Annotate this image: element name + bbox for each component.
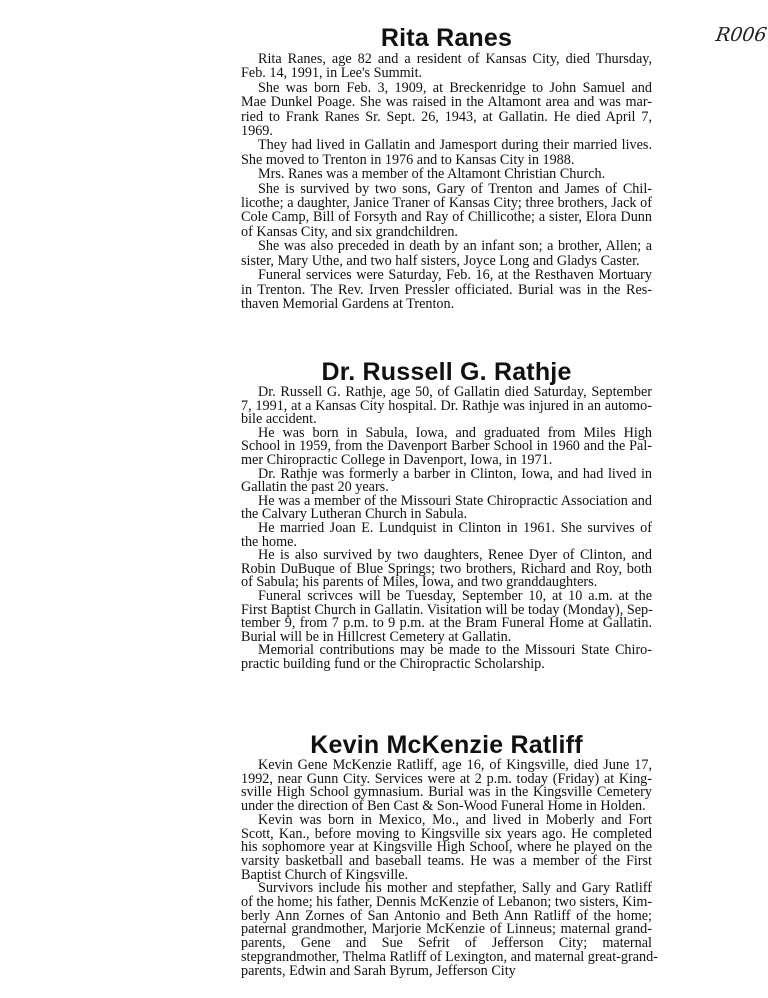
paragraph — [241, 138, 652, 167]
text-line: Dr. Russell G. Rathje, age 50, of Gallatin died Saturday, September — [258, 384, 652, 400]
text-line: Baptist Church of Kingsville. — [241, 866, 409, 883]
obituary-title: Rita Ranes — [380, 24, 513, 52]
text-line: of Sabula; his parents of Miles, Iowa, and two granddaughters. — [241, 574, 598, 591]
text-line: Memorial contributions may be made to the Missouri State Chiro- — [258, 642, 652, 659]
text-line: practic building fund or the Chiropractic Scholarship. — [241, 655, 545, 672]
text-line: the home. — [241, 533, 297, 550]
text-line: thaven Memorial Gardens at Trenton. — [241, 295, 455, 312]
text-line: He is also survived by two daughters, Renee Dyer of Clinton, and — [258, 547, 652, 564]
text-line: Robin DuBuque of Blue Springs; two brothers, Richard and Roy, both — [241, 560, 652, 577]
paragraph — [241, 52, 652, 81]
text-line: his sophomore year at Kingsville High School, where he played on the — [241, 839, 652, 856]
text-line: First Baptist Church in Gallatin. Visitation will be today (Monday), Sep- — [241, 601, 653, 618]
text-line: 1969. — [241, 123, 273, 140]
text-line: in Trenton. The Rev. Irven Pressler officiated. Burial was in the Res- — [241, 281, 652, 298]
text-line: under the direction of Ben Cast & Son-Wood Funeral Home in Holden. — [241, 798, 646, 815]
obituary-russell-rathje — [241, 358, 652, 671]
text-line: sister, Mary Uthe, and two half sisters, Joyce Long and Gladys Caster. — [241, 252, 640, 269]
text-line: He was a member of the Missouri State Chiropractic Association and — [258, 492, 652, 509]
text-line: Gallatin the past 20 years. — [241, 479, 389, 496]
handwritten-page-number: R006 — [714, 24, 768, 46]
text-line: She moved to Trenton in 1976 and to Kansas City in 1988. — [241, 151, 575, 168]
paragraph — [241, 759, 652, 814]
text-line: She was born Feb. 3, 1909, at Breckenridge to John Samuel and — [258, 79, 652, 96]
paragraph — [241, 81, 652, 139]
text-line: Dr. Rathje was formerly a barber in Clinton, Iowa, and had lived in — [258, 465, 652, 482]
paragraph — [241, 424, 652, 468]
text-line: Kevin Gene McKenzie Ratliff, age 16, of Kingsville, died June 17, — [258, 757, 652, 773]
text-line: Cole Camp, Bill of Forsyth and Ray of Chillicothe; a sister, Elora Dunn — [241, 209, 652, 226]
paragraph — [241, 587, 653, 645]
text-line: Burial will be in Hillcrest Cemetery at Gallatin. — [241, 628, 512, 645]
text-line: 1992, near Gunn City. Services were at 2 p.m. today (Friday) at King- — [241, 770, 652, 787]
obituary-kevin-ratliff — [241, 731, 658, 979]
text-line: ried to Frank Ranes Sr. Sept. 26, 1943, at Gallatin. He died April 7, — [241, 108, 652, 125]
paragraph — [241, 386, 652, 427]
text-line: of Kansas City, and six grandchildren. — [241, 223, 458, 240]
text-line: Survivors include his mother and stepfather, Sally and Gary Ratliff — [258, 880, 652, 897]
text-line: He married Joan E. Lundquist in Clinton in 1961. She survives of — [258, 519, 652, 536]
text-line: Funeral scrivces will be Tuesday, September 10, at 10 a.m. at the — [258, 587, 652, 604]
text-line: berly Ann Zornes of San Antonio and Beth Ann Ratliff of the home; — [241, 907, 652, 924]
text-line: Mae Dunkel Poage. She was raised in the Altamont area and was mar- — [241, 94, 652, 111]
text-line: They had lived in Gallatin and Jamesport during their married lives. — [258, 137, 652, 154]
text-line: varsity basketball and baseball teams. He was a member of the First — [241, 852, 652, 869]
paragraph — [241, 492, 652, 523]
obituary-body — [241, 757, 658, 979]
text-line: Rita Ranes, age 82 and a resident of Kansas City, died Thursday, — [258, 51, 652, 67]
paragraph — [241, 644, 652, 671]
paragraph — [241, 549, 652, 590]
text-line: Kevin was born in Mexico, Mo., and lived in Moberly and Fort — [258, 811, 652, 828]
obituary-body — [241, 52, 652, 311]
paragraph — [241, 167, 652, 181]
obituary-body — [241, 386, 652, 671]
text-line: Funeral services were Saturday, Feb. 16, at the Resthaven Mortuary — [258, 267, 652, 284]
text-line: bile accident. — [241, 411, 317, 428]
text-line: He was born in Sabula, Iowa, and graduated from Miles High — [258, 424, 652, 441]
obituary-rita-ranes — [241, 24, 652, 311]
text-line: of the home; his father, Dennis McKenzie of Lebanon; two sisters, Kim- — [241, 894, 653, 911]
text-line: Feb. 14, 1991, in Lee's Summit. — [241, 65, 423, 82]
text-line: parents, Edwin and Sarah Byrum, Jefferson City — [241, 962, 516, 979]
text-line: Scott, Kan., before moving to Kingsville six years ago. He completed — [241, 825, 652, 842]
paragraph — [241, 465, 652, 496]
text-line: parents, Gene and Sue Sefrit of Jefferson City; maternal — [241, 935, 652, 952]
text-line: 7, 1991, at a Kansas City hospital. Dr. Rathje was injured in an automo- — [241, 397, 652, 414]
text-line: paternal grandmother, Marjorie McKenzie of Linneus; maternal grand- — [241, 921, 652, 938]
text-line: Mrs. Ranes was a member of the Altamont Christian Church. — [258, 166, 606, 183]
text-line: She was also preceded in death by an infant son; a brother, Allen; a — [258, 238, 652, 255]
text-line: She is survived by two sons, Gary of Trenton and James of Chil- — [258, 180, 652, 197]
paragraph — [241, 182, 652, 240]
paragraph — [241, 880, 658, 979]
text-line: mer Chiropractic College in Davenport, Iowa, in 1971. — [241, 451, 553, 468]
obituary-title: Dr. Russell G. Rathje — [321, 358, 572, 386]
text-line: tember 9, from 7 p.m. to 9 p.m. at the Bram Funeral Home at Gallatin. — [241, 615, 652, 632]
text-line: sville High School gymnasium. Burial was in the Kingsville Cemetery — [241, 784, 652, 801]
text-line: the Calvary Lutheran Church in Sabula. — [241, 506, 468, 523]
paragraph — [241, 519, 652, 550]
text-line: stepgrandmother, Thelma Ratliff of Lexington, and maternal great-grand- — [241, 948, 658, 965]
obituary-title: Kevin McKenzie Ratliff — [310, 731, 583, 759]
text-line: School in 1959, from the Davenport Barber School in 1960 and the Pal- — [241, 438, 652, 455]
paragraph — [241, 811, 652, 883]
paragraph — [241, 239, 652, 268]
paragraph — [241, 268, 652, 311]
text-line: licothe; a daughter, Janice Traner of Kansas City; three brothers, Jack of — [241, 195, 652, 212]
